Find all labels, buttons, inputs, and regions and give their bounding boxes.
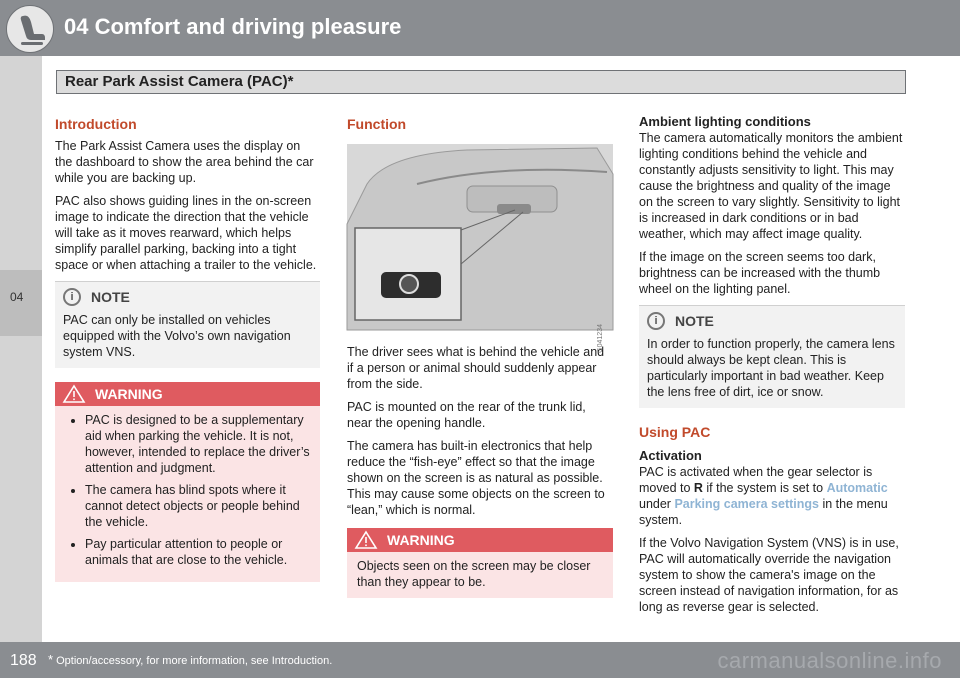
warning-box <box>347 528 613 598</box>
note-text: PAC can only be installed on vehicles equipped with the Volvo’s own navigation system VNS. <box>63 313 291 359</box>
activation-heading: Activation <box>639 448 702 463</box>
function-paragraph-3: The camera has built-in electronics that help reduce the “fish-eye” effect so that the image shown on the screen is as natural as possible. This may cause some objects on the screen to “lean,” which is normal. <box>347 439 605 517</box>
warning-title: WARNING <box>95 386 163 402</box>
warning-triangle-icon <box>355 531 377 549</box>
function-paragraph-2: PAC is mounted on the rear of the trunk lid, near the opening handle. <box>347 400 586 430</box>
figure-code: G041234 <box>597 324 604 353</box>
note-title: NOTE <box>91 289 130 305</box>
function-paragraph-1: The driver sees what is behind the vehicle and if a person or animal should suddenly appear from the side. <box>347 345 605 391</box>
note-box <box>55 281 320 368</box>
note-box <box>639 305 905 408</box>
note-title: NOTE <box>675 313 714 329</box>
parking-camera-settings: Parking camera settings <box>674 497 819 511</box>
vns-paragraph: If the Volvo Navigation System (VNS) is in use, PAC will automatically override the navigation system to show the camera's image on the screen instead of navigation information, for as long as reverse gear is selected. <box>639 536 899 614</box>
section-title-bar <box>56 70 906 94</box>
page-number: 188 <box>10 652 37 669</box>
warning-box <box>55 382 320 582</box>
warning-item: • The camera has blind spots where it cannot detect objects or people behind the vehicle. <box>85 482 312 530</box>
page-footer <box>0 642 960 678</box>
activation-paragraph: PAC is activated when the gear selector is moved to R if the system is set to Automatic under Parking camera settings in the menu system. <box>639 465 888 527</box>
info-icon: i <box>647 312 665 330</box>
ambient-heading: Ambient lighting conditions <box>639 114 811 129</box>
ambient-paragraph-2: If the image on the screen seems too dark, brightness can be increased with the thumb wheel on the lighting panel. <box>639 250 881 296</box>
warning-text: Objects seen on the screen may be closer than they appear to be. <box>357 559 591 589</box>
using-pac-heading: Using PAC <box>639 424 711 440</box>
chapter-title: 04 Comfort and driving pleasure <box>64 14 402 39</box>
ambient-paragraph-1: The camera automatically monitors the ambient lighting conditions behind the vehicle and constantly adjusts sensitivity to light. This may cause the brightness and quality of the image on the screen to vary slightly. Sensitivity to light is increased in dark conditions or in bad weather, which may affect image quality. <box>639 131 903 241</box>
warning-title: WARNING <box>387 532 455 548</box>
ambient-column <box>639 114 905 622</box>
note-text: In order to function properly, the camera lens should always be kept clean. This is particularly important in bad weather. Keep the lens free of dirt, ice or snow. <box>647 337 895 399</box>
function-heading: Function <box>347 116 407 132</box>
camera-illustration <box>347 144 613 353</box>
info-icon: i <box>63 288 81 306</box>
warning-list <box>55 406 320 582</box>
seat-icon <box>6 5 54 53</box>
intro-paragraph-2: PAC also shows guiding lines in the on-screen image to indicate the direction that the vehicle will take as it moves rearward, which helps simplify parallel parking, backing into a tight space or when attaching a trailer to the vehicle. <box>55 194 317 272</box>
footnote: * Option/accessory, for more information, see Introduction. <box>48 652 333 667</box>
warning-triangle-icon <box>63 385 85 403</box>
warning-item: • Pay particular attention to people or animals that are close to the vehicle. <box>85 536 312 568</box>
watermark: carmanualsonline.info <box>717 648 942 673</box>
intro-paragraph-1: The Park Assist Camera uses the display on the dashboard to show the area behind the car while you are backing up. <box>55 139 314 185</box>
function-column <box>347 114 613 608</box>
section-title: Rear Park Assist Camera (PAC)* <box>65 73 294 90</box>
intro-column <box>55 114 320 592</box>
chapter-header <box>0 0 960 56</box>
chapter-tab-label: 04 <box>10 290 24 304</box>
warning-item: • PAC is designed to be a supplementary aid when parking the vehicle. It is not, however, intended to replace the driver’s attention and judgment. <box>85 412 312 476</box>
side-strip <box>0 56 42 642</box>
automatic-setting: Automatic <box>826 481 888 495</box>
intro-heading: Introduction <box>55 116 137 132</box>
gear-r: R <box>693 481 703 495</box>
